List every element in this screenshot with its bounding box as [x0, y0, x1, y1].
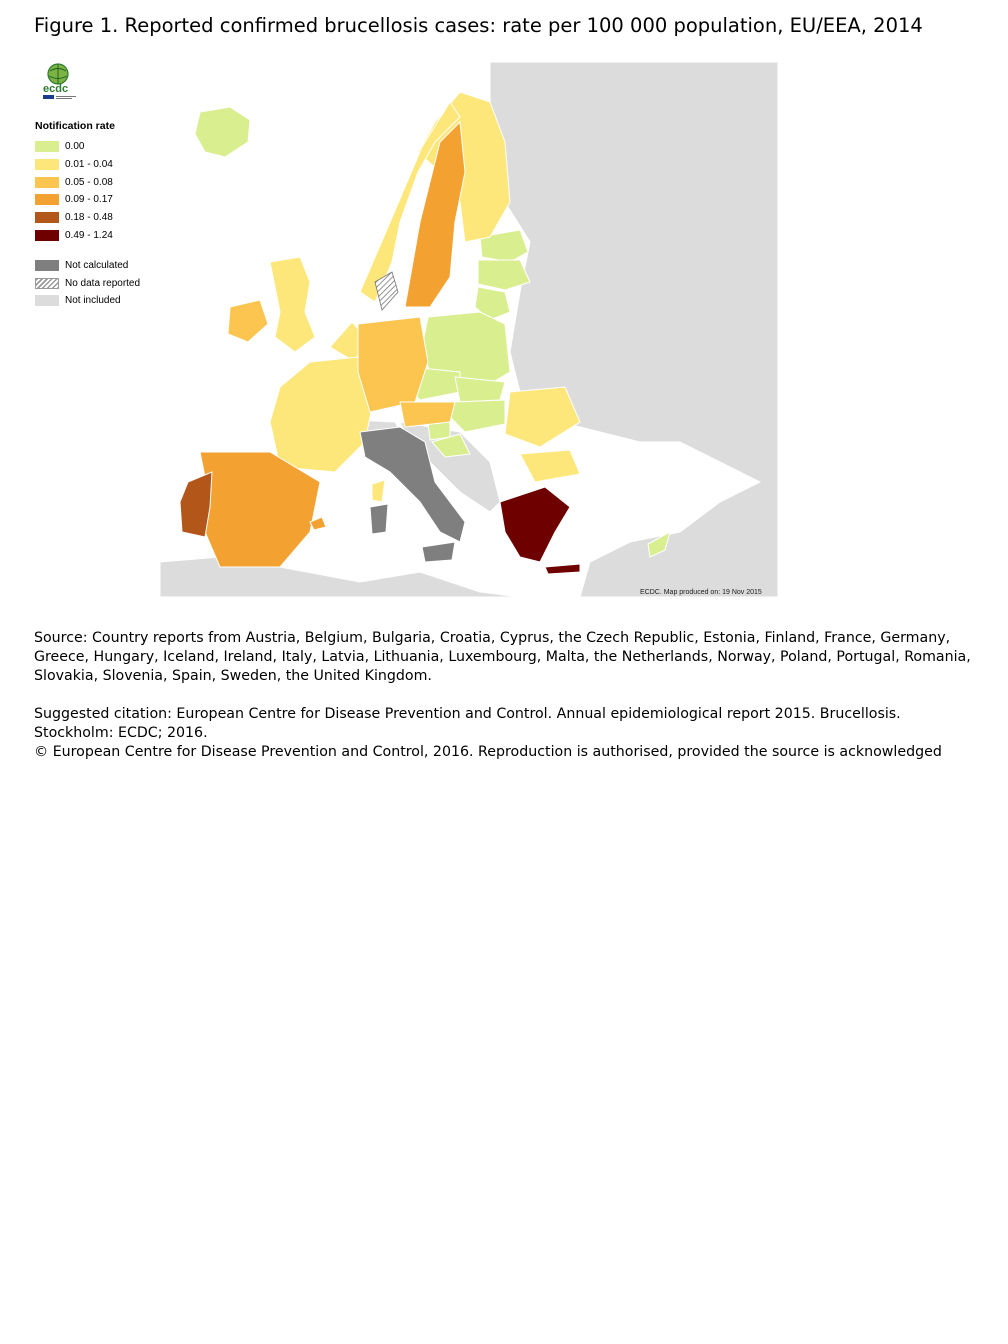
- legend-swatch-hatched: [35, 278, 59, 289]
- legend-label: No data reported: [65, 277, 141, 289]
- legend-label: 0.18 - 0.48: [65, 211, 113, 223]
- legend-item-no-data: [35, 277, 140, 289]
- map-credit: ECDC. Map produced on: 19 Nov 2015: [640, 589, 762, 596]
- legend-swatch: [35, 177, 59, 188]
- logo-text: ecdc: [43, 83, 69, 95]
- region-slovakia: [455, 377, 505, 402]
- legend-swatch: [35, 194, 59, 205]
- legend-swatch: [35, 230, 59, 241]
- legend-label: 0.00: [65, 140, 85, 152]
- ecdc-logo-icon: [38, 62, 86, 100]
- legend-swatch: [35, 212, 59, 223]
- legend-label: 0.05 - 0.08: [65, 176, 113, 188]
- copyright-note: © European Centre for Disease Prevention and Control, 2016. Reproduction is authorised, provided the source is acknowledged: [34, 744, 942, 760]
- legend-swatch: [35, 141, 59, 152]
- figure-title: Figure 1. Reported confirmed brucellosis cases: rate per 100 000 population, EU/EEA, 2014: [34, 14, 923, 37]
- legend-item: [35, 193, 113, 205]
- region-sardinia: [370, 504, 388, 534]
- choropleth-map: [160, 62, 778, 597]
- legend-item: [35, 140, 84, 152]
- citation-line-1: Suggested citation: European Centre for Disease Prevention and Control. Annual epidemiological report 2015. Brucellosis.: [34, 706, 901, 722]
- legend-item: [35, 158, 113, 170]
- legend-label: 0.01 - 0.04: [65, 158, 113, 170]
- europe-map-svg: [160, 62, 778, 597]
- legend-item: [35, 176, 113, 188]
- legend-label: Not calculated: [65, 259, 129, 271]
- legend-label: 0.09 - 0.17: [65, 193, 113, 205]
- legend-title: Notification rate: [35, 120, 115, 132]
- citation-line-2: Stockholm: ECDC; 2016.: [34, 725, 208, 741]
- legend-item-not-calculated: [35, 259, 128, 271]
- figure-notes: [34, 629, 979, 762]
- legend-item: [35, 211, 113, 223]
- legend-swatch: [35, 260, 59, 271]
- legend-item: [35, 229, 113, 241]
- legend-label: 0.49 - 1.24: [65, 229, 113, 241]
- legend-swatch: [35, 159, 59, 170]
- legend-item-not-included: [35, 294, 121, 306]
- source-note: Source: Country reports from Austria, Belgium, Bulgaria, Croatia, Cyprus, the Czech Republic, Estonia, Finland, France, Germany, Greece, Hungary, Iceland, Ireland, Italy, Latvia, Lithuania, Luxembourg, Malta, the Netherlands, Norway, Poland, Portugal, Romania, Slovakia, Slovenia, Spain, Sweden, the United Kingdom.: [34, 630, 971, 684]
- legend-swatch: [35, 295, 59, 306]
- legend-label: Not included: [65, 294, 121, 306]
